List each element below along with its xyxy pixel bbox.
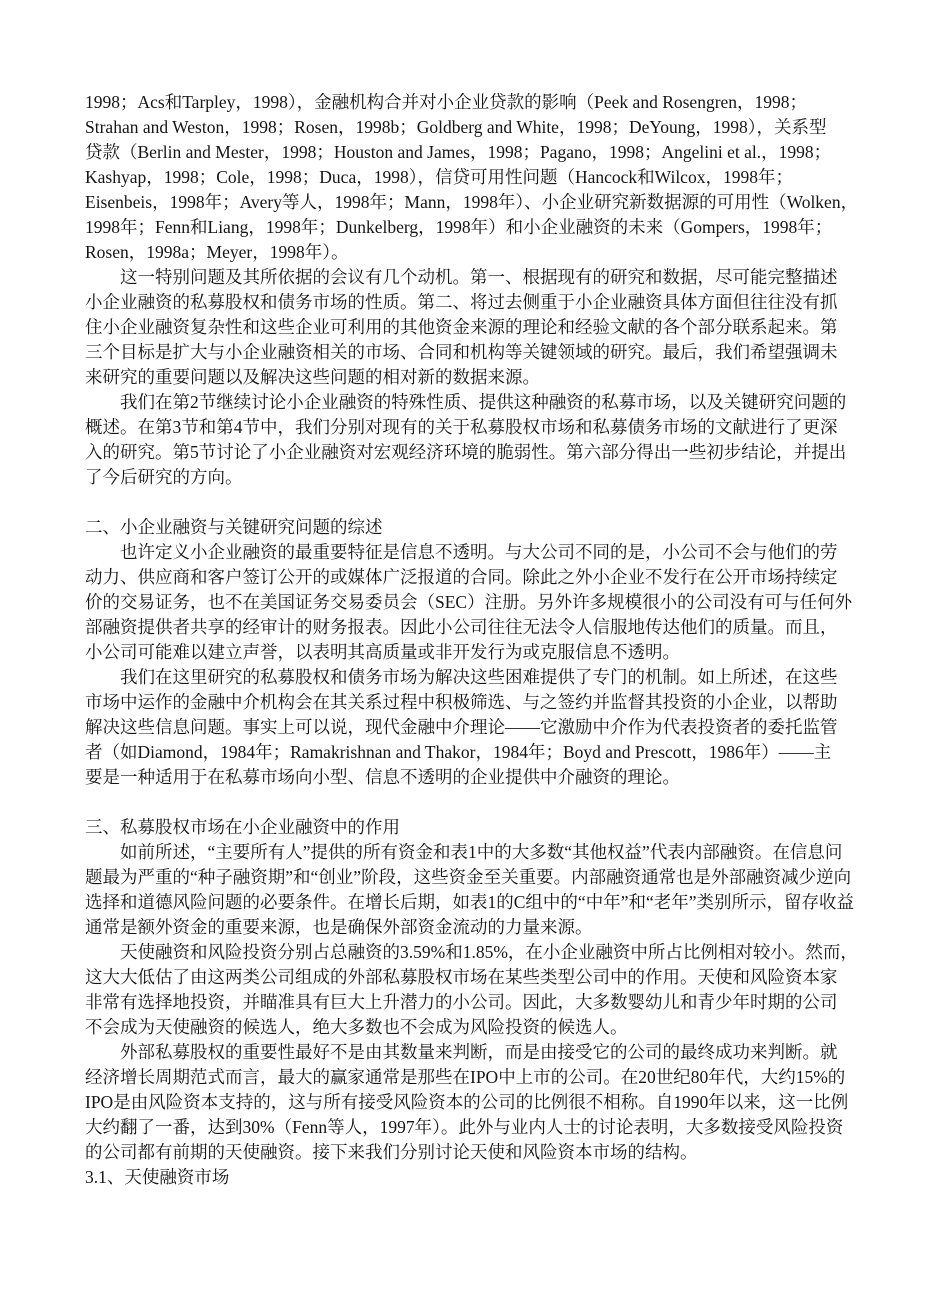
text-line: Strahan and Weston，1998；Rosen，1998b；Goldberg and White，1998；DeYoung，1998），关系型 (85, 117, 827, 137)
roadmap-paragraph (85, 390, 857, 490)
intermediation-theory-paragraph (85, 665, 857, 790)
text-line: 概述。在第3节和第4节中，我们分别对现有的关于私募股权市场和私募债务市场的文献进行了更深 (85, 417, 838, 437)
text-line: 经济增长周期范式而言，最大的赢家通常是那些在IPO中上市的公司。在20世纪80年代，大约15%的 (85, 1067, 846, 1087)
ipo-success-paragraph (85, 1040, 857, 1165)
text-line: Rosen，1998a；Meyer，1998年）。 (85, 242, 349, 262)
text-line: 外部私募股权的重要性最好不是由其数量来判断，而是由接受它的公司的最终成功来判断。就 (120, 1042, 838, 1062)
text-line: 了今后研究的方向。 (85, 467, 243, 487)
text-line: 1998年；Fenn和Liang，1998年；Dunkelberg，1998年）和小企业融资的未来（Gompers，1998年； (85, 217, 833, 237)
text-line: 入的研究。第5节讨论了小企业融资对宏观经济环境的脆弱性。第六部分得出一些初步结论，并提出 (85, 442, 847, 462)
text-line: 贷款（Berlin and Mester，1998；Houston and James，1998；Pagano，1998；Angelini et al.，1998； (85, 142, 832, 162)
information-opacity-paragraph (85, 540, 857, 665)
text-line: 选择和道德风险问题的必要条件。在增长后期，如表1的C组中的“中年”和“老年”类别所示，留存收益 (85, 892, 854, 912)
intro-citations-paragraph (85, 90, 857, 265)
document-page (85, 90, 857, 1190)
section-3-1-heading: 3.1、天使融资市场 (85, 1167, 230, 1187)
text-line: 这一特别问题及其所依据的会议有几个动机。第一、根据现有的研究和数据，尽可能完整描述 (120, 267, 838, 287)
text-line: 大约翻了一番，达到30%（Fenn等人，1997年）。此外与业内人士的讨论表明，大多数接受风险投资 (85, 1117, 844, 1137)
text-line: 部融资提供者共享的经审计的财务报表。因此小公司往往无法令人信服地传达他们的质量。而且， (85, 617, 838, 637)
text-line: 不会成为天使融资的候选人，绝大多数也不会成为风险投资的候选人。 (85, 1017, 628, 1037)
text-line: 价的交易证务，也不在美国证务交易委员会（SEC）注册。另外许多规模很小的公司没有可与任何外 (85, 592, 853, 612)
text-line: Kashyap，1998；Cole，1998；Duca，1998），信贷可用性问题（Hancock和Wilcox，1998年； (85, 167, 793, 187)
text-line: 的公司都有前期的天使融资。接下来我们分别讨论天使和风险资本市场的结构。 (85, 1142, 698, 1162)
text-line: 也许定义小企业融资的最重要特征是信息不透明。与大公司不同的是，小公司不会与他们的劳 (120, 542, 838, 562)
text-line: 如前所述，“主要所有人”提供的所有资金和表1中的大多数“其他权益”代表内部融资。在信息问 (120, 842, 843, 862)
text-line: 题最为严重的“种子融资期”和“创业”阶段，这些资金至关重要。内部融资通常也是外部融资减少逆向 (85, 867, 852, 887)
text-line: 三个目标是扩大与小企业融资相关的市场、合同和机构等关键领域的研究。最后，我们希望强调未 (85, 342, 838, 362)
text-line: 者（如Diamond，1984年；Ramakrishnan and Thakor，1984年；Boyd and Prescott，1986年）——主 (85, 742, 832, 762)
text-line: 我们在这里研究的私募股权和债务市场为解决这些困难提供了专门的机制。如上所述，在这些 (120, 667, 838, 687)
text-line: 1998；Acs和Tarpley，1998），金融机构合并对小企业贷款的影响（Peek and Rosengren，1998； (85, 92, 808, 112)
text-line: 小公司可能难以建立声誉，以表明其高质量或非开发行为或克服信息不透明。 (85, 642, 680, 662)
text-line: 通常是额外资金的重要来源，也是确保外部资金流动的力量来源。 (85, 917, 593, 937)
angel-vc-share-paragraph (85, 940, 857, 1040)
text-line: 我们在第2节继续讨论小企业融资的特殊性质、提供这种融资的私募市场，以及关键研究问题的 (120, 392, 847, 412)
text-line: 住小企业融资复杂性和这些企业可利用的其他资金来源的理论和经验文献的各个部分联系起来。第 (85, 317, 838, 337)
text-line: Eisenbeis，1998年；Avery等人，1998年；Mann，1998年）、小企业研究新数据源的可用性（Wolken， (85, 192, 859, 212)
text-line: 要是一种适用于在私募市场向小型、信息不透明的企业提供中介融资的理论。 (85, 767, 680, 787)
text-line: 天使融资和风险投资分别占总融资的3.59%和1.85%，在小企业融资中所占比例相对较小。然而， (120, 942, 858, 962)
text-line: 动力、供应商和客户签订公开的或媒体广泛报道的合同。除此之外小企业不发行在公开市场持续定 (85, 567, 838, 587)
text-line: IPO是由风险资本支持的，这与所有接受风险资本的公司的比例很不相称。自1990年以来，这一比例 (85, 1092, 849, 1112)
section-3-heading: 三、私募股权市场在小企业融资中的作用 (85, 817, 400, 837)
text-line: 解决这些信息问题。事实上可以说，现代金融中介理论——它激励中介作为代表投资者的委托监管 (85, 717, 838, 737)
internal-finance-paragraph (85, 840, 857, 940)
section-2-heading: 二、小企业融资与关键研究问题的综述 (85, 517, 383, 537)
text-line: 小企业融资的私募股权和债务市场的性质。第二、将过去侧重于小企业融资具体方面但往往没有抓 (85, 292, 838, 312)
text-line: 非常有选择地投资，并瞄准具有巨大上升潜力的小公司。因此，大多数婴幼儿和青少年时期的公司 (85, 992, 838, 1012)
text-line: 这大大低估了由这两类公司组成的外部私募股权市场在某些类型公司中的作用。天使和风险资本家 (85, 967, 838, 987)
text-line: 来研究的重要问题以及解决这些问题的相对新的数据来源。 (85, 367, 540, 387)
text-line: 市场中运作的金融中介机构会在其关系过程中积极筛选、与之签约并监督其投资的小企业，以帮助 (85, 692, 838, 712)
motivation-paragraph (85, 265, 857, 390)
